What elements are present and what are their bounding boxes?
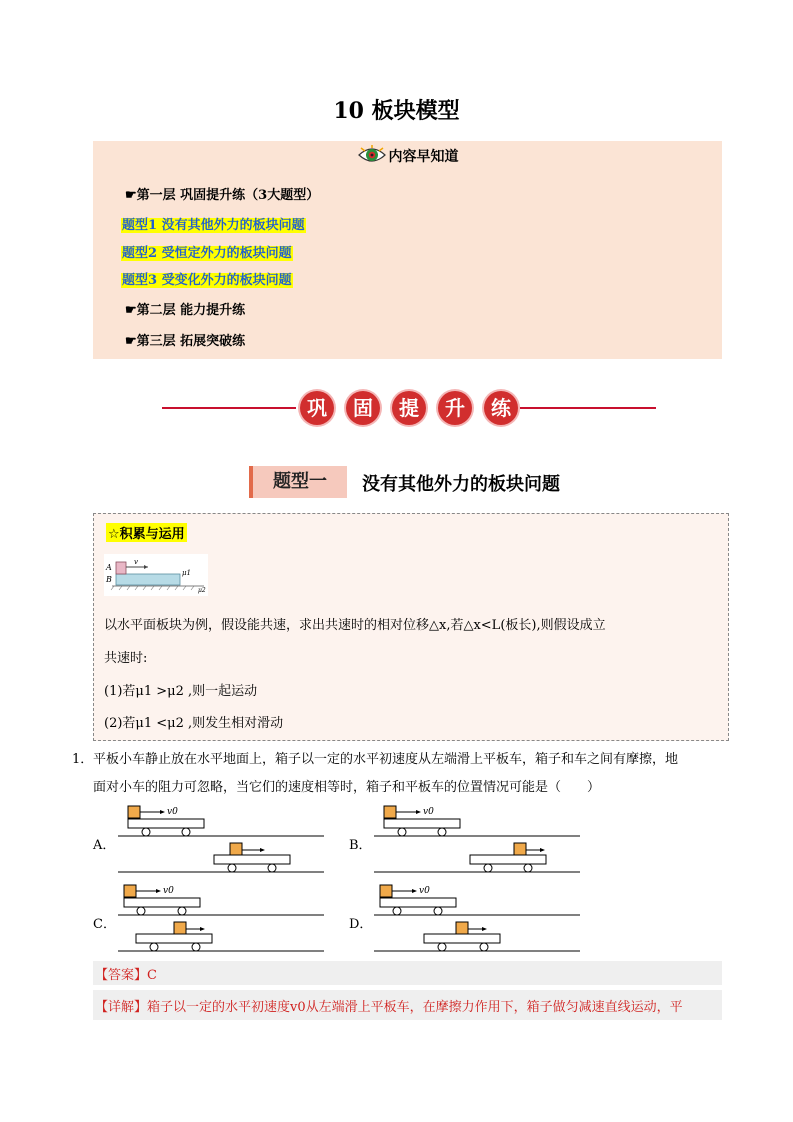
label-b: B [106, 575, 112, 584]
question-line: 面对小车的阻力可忽略，当它们的速度相等时，箱子和平板车的位置情况可能是（ ） [93, 780, 601, 795]
label-mu2: μ2 [198, 587, 206, 594]
knowledge-line: (1)若μ1 >μ2 ,则一起运动 [104, 684, 258, 699]
page-title: 10 板块模型 [333, 98, 460, 124]
v0-label: v0 [419, 886, 430, 896]
section-title: 没有其他外力的板块问题 [362, 474, 560, 495]
knowledge-badge: ☆积累与运用 [106, 523, 187, 542]
banner-line-left [162, 407, 296, 409]
v0-label: v0 [167, 807, 178, 817]
answer-background [93, 961, 722, 985]
option-b-figure[interactable] [374, 804, 580, 880]
option-d-figure[interactable] [374, 883, 580, 959]
toc-layer2[interactable]: ☛第二层 能力提升练 [125, 303, 246, 318]
answer-line: 【答案】C [95, 968, 157, 983]
toc-layer3[interactable]: ☛第三层 拓展突破练 [125, 334, 246, 349]
v0-label: v0 [163, 886, 174, 896]
option-b-label[interactable]: B． [349, 838, 372, 853]
knowledge-line: (2)若μ1 <μ2 ,则发生相对滑动 [104, 716, 284, 731]
toc-type2-link[interactable]: 题型2 受恒定外力的板块问题 [122, 246, 292, 261]
knowledge-line: 以水平面板块为例，假设能共速，求出共速时的相对位移△x,若△x<L(板长),则假设成立 [104, 618, 606, 633]
label-v: v [134, 558, 138, 566]
option-d-label[interactable]: D． [349, 917, 373, 932]
board-block-figure [104, 554, 208, 600]
banner-char: 升 [438, 391, 472, 425]
label-mu1: μ1 [182, 569, 192, 577]
v0-label: v0 [423, 807, 434, 817]
question-number: 1． [72, 752, 94, 767]
toc-layer1[interactable]: ☛第一层 巩固提升练（3大题型） [125, 188, 320, 203]
banner-char: 巩 [300, 391, 334, 425]
banner-char: 提 [392, 391, 426, 425]
toc-type1-link[interactable]: 题型1 没有其他外力的板块问题 [122, 218, 305, 233]
contents-header [93, 145, 722, 169]
knowledge-box [93, 513, 729, 741]
contents-header-text: 内容早知道 [388, 149, 459, 165]
banner-line-right [520, 407, 656, 409]
option-c-label[interactable]: C． [93, 917, 116, 932]
option-a-label[interactable]: A． [93, 838, 116, 853]
section-label: 题型一 [249, 466, 347, 498]
question-line: 平板小车静止放在水平地面上，箱子以一定的水平初速度从左端滑上平板车，箱子和车之间有摩擦，地 [93, 752, 679, 767]
banner-char: 固 [346, 391, 380, 425]
detail-line: 【详解】箱子以一定的水平初速度v0从左端滑上平板车，在摩擦力作用下，箱子做匀减速直线运动，平 [95, 1000, 683, 1015]
option-a-figure[interactable] [118, 804, 324, 880]
eye-icon [357, 145, 387, 169]
banner-char: 练 [484, 391, 518, 425]
knowledge-line: 共速时: [104, 651, 148, 666]
label-a: A [106, 563, 112, 572]
toc-type3-link[interactable]: 题型3 受变化外力的板块问题 [122, 273, 292, 288]
contents-overview-box [93, 141, 722, 359]
option-c-figure[interactable] [118, 883, 324, 959]
